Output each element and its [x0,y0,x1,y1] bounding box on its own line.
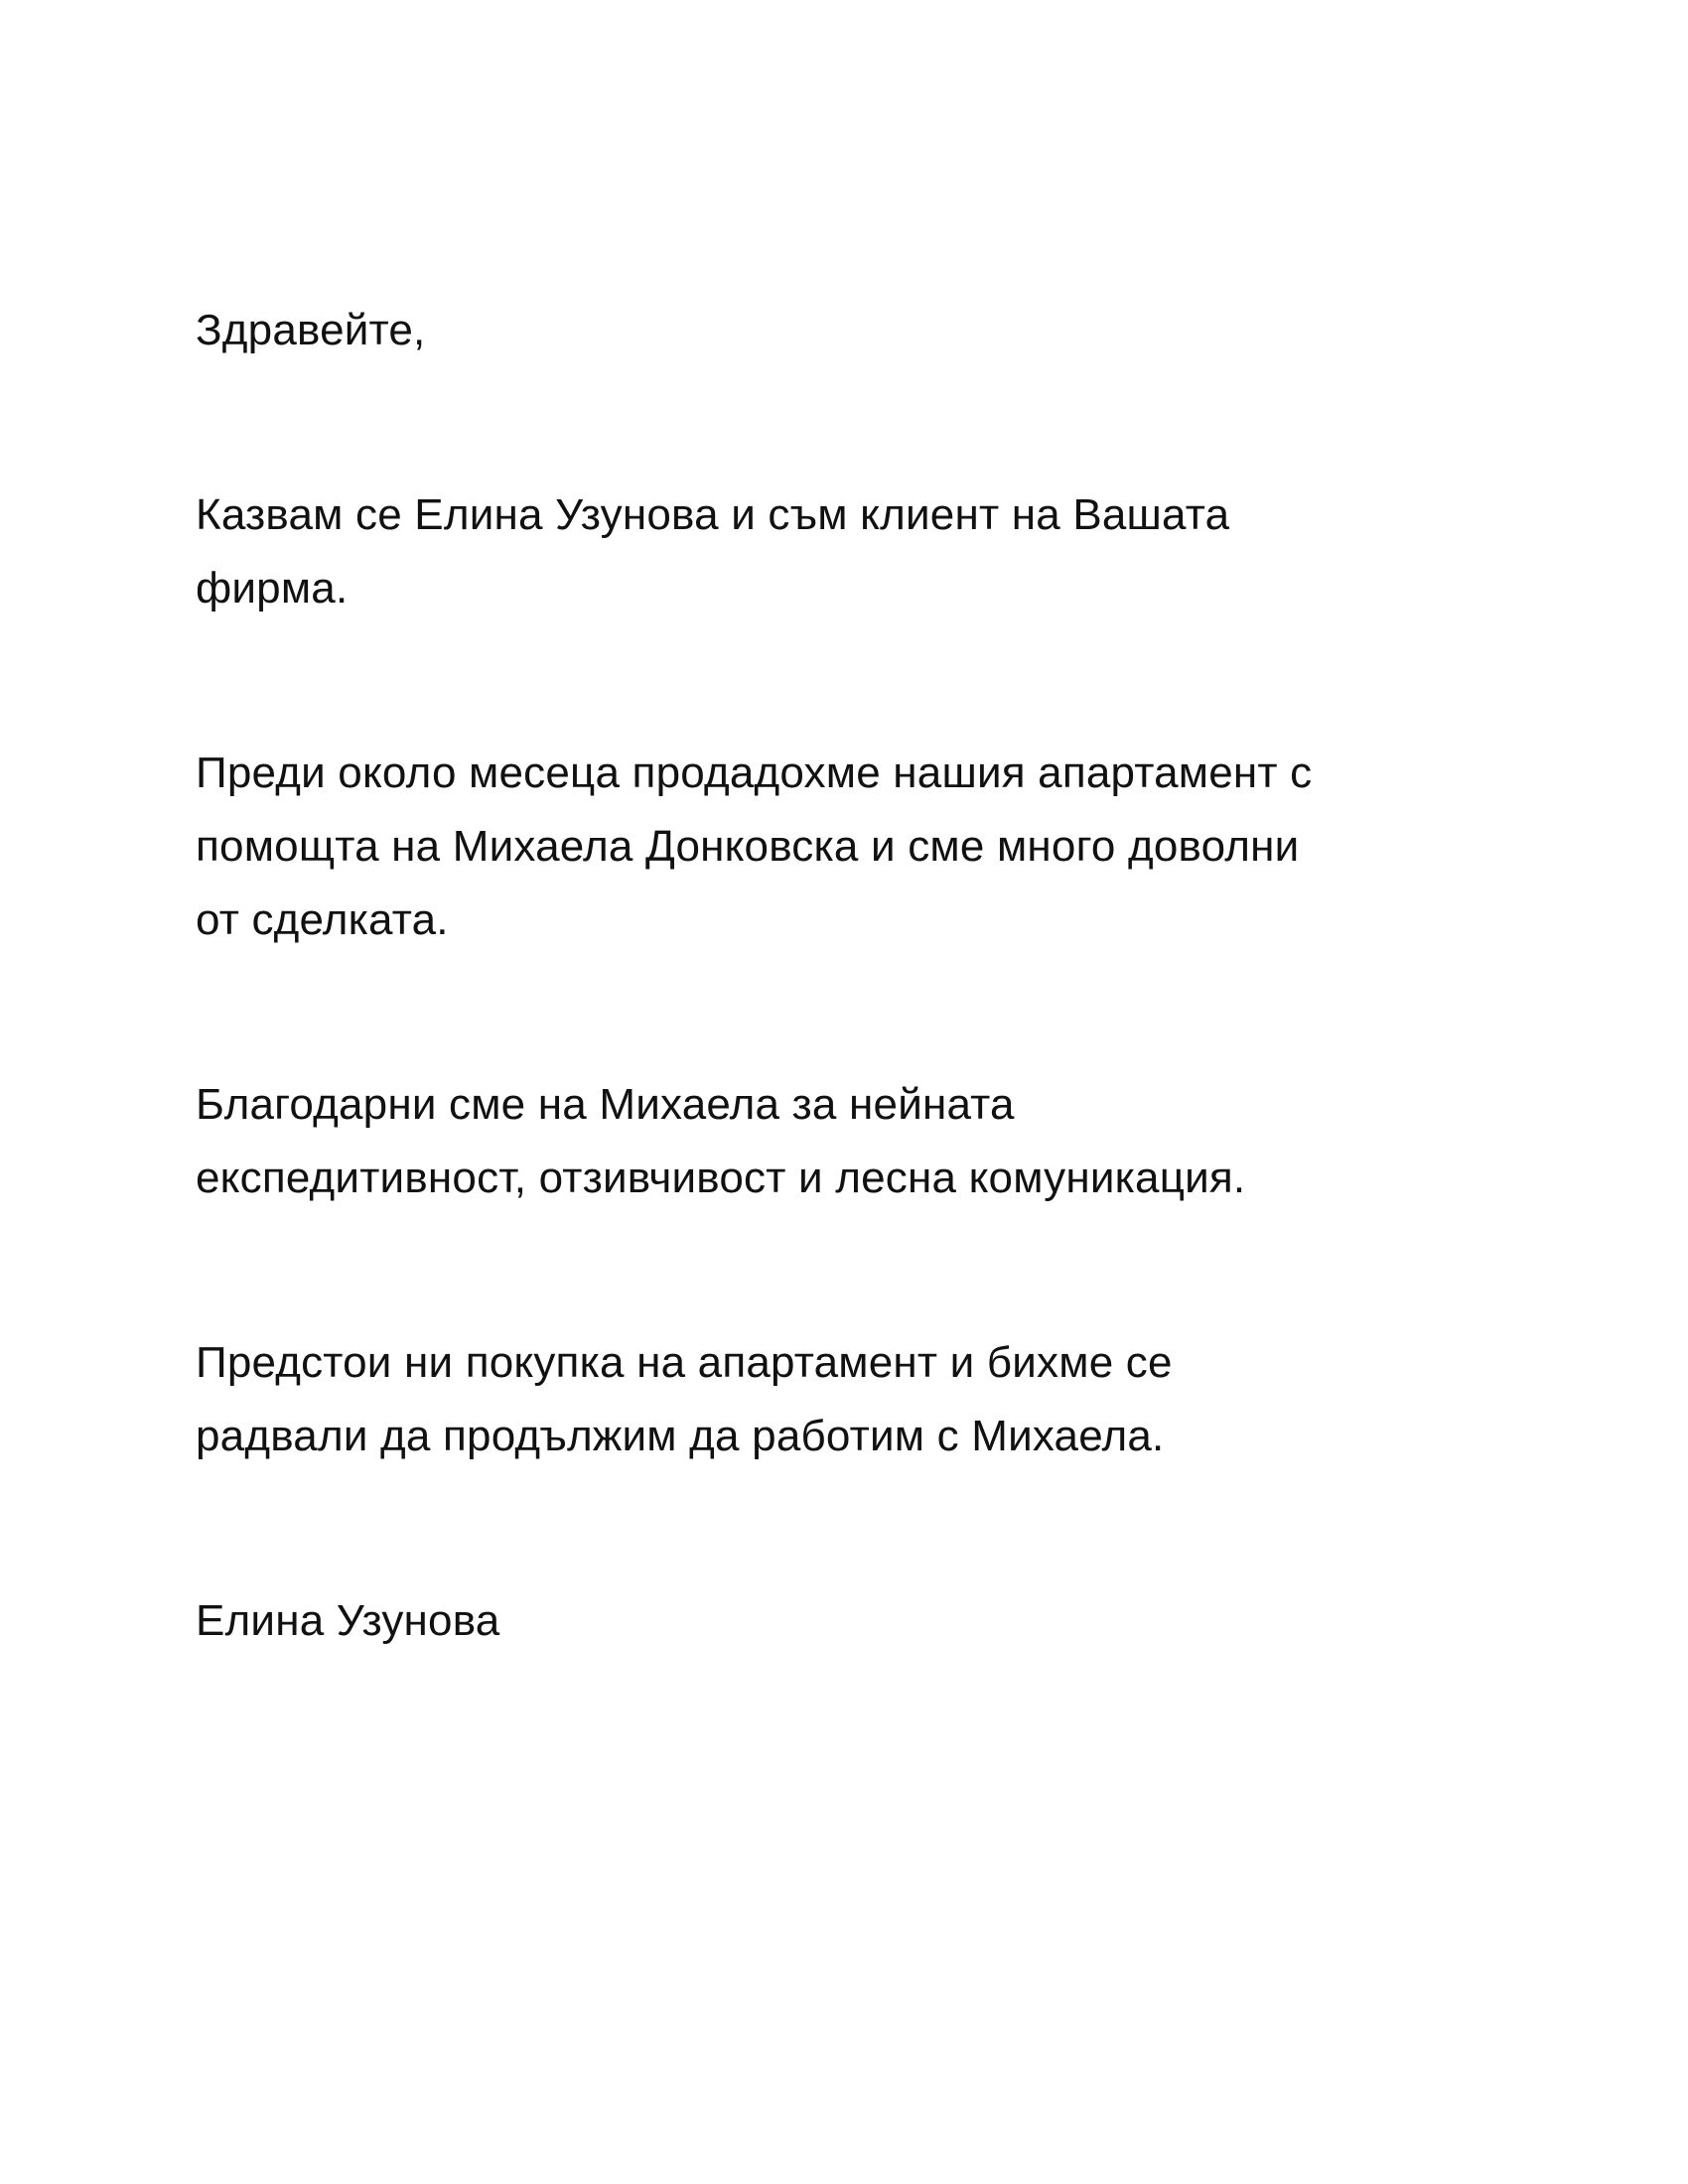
paragraph-line: Благодарни сме на Михаела за нейната [196,1080,1015,1129]
paragraph-sale [196,737,1506,957]
paragraph-introduction [196,478,1506,625]
greeting: Здравейте, [196,306,426,354]
paragraph-line: експедитивност, отзивчивост и лесна комуникация. [196,1154,1246,1202]
signature-name: Елина Узунова [196,1596,500,1645]
paragraph-line: Казвам се Елина Узунова и съм клиент на Вашата [196,490,1230,539]
paragraph-line: фирма. [196,564,349,613]
letter-body [196,294,1506,1658]
paragraph-future-purchase [196,1326,1506,1473]
paragraph-line: от сделката. [196,895,449,944]
paragraph-gratitude [196,1068,1506,1215]
paragraph-line: радвали да продължим да работим с Михаела. [196,1412,1165,1460]
paragraph-line: помощта на Михаела Донковска и сме много доволни [196,822,1300,871]
paragraph-line: Предстои ни покупка на апартамент и бихме се [196,1338,1173,1387]
paragraph-line: Преди около месеца продадохме нашия апартамент с [196,749,1313,797]
